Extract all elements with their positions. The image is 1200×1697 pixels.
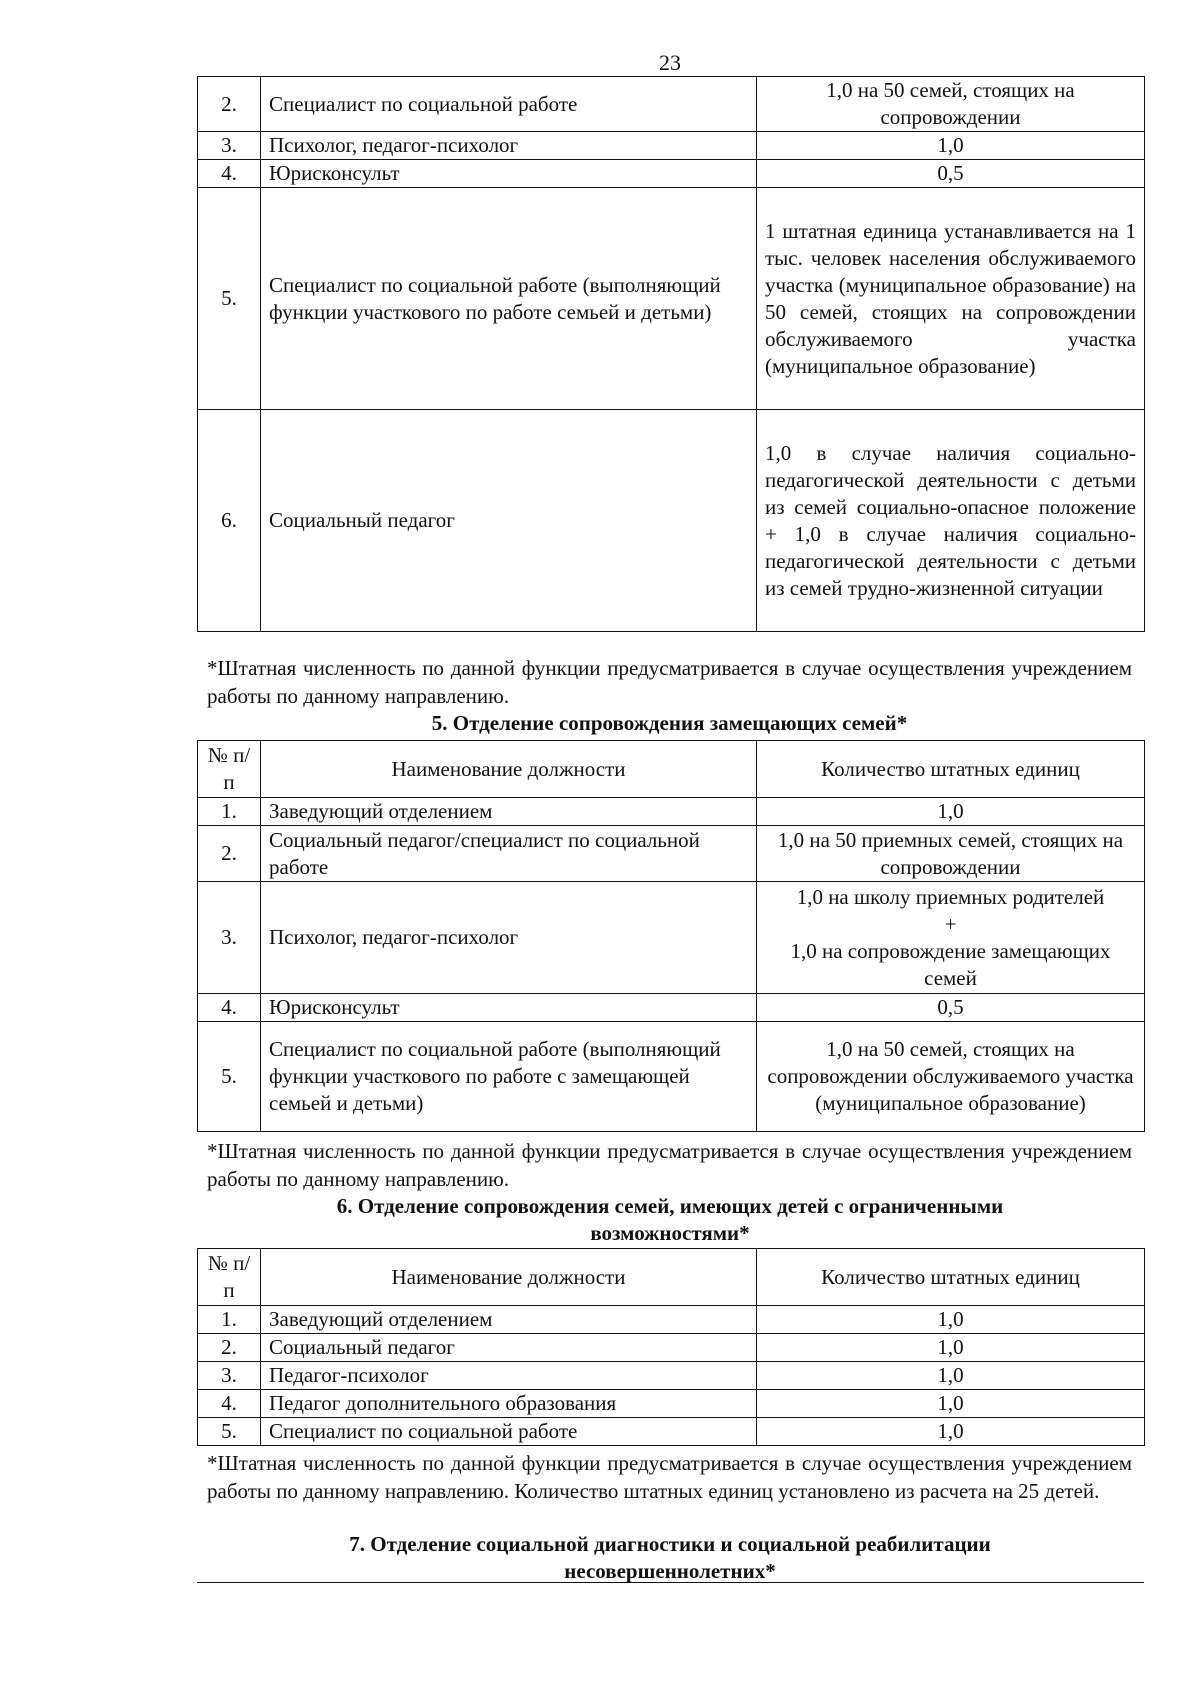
staff-table-continued — [197, 76, 1145, 632]
staff-quantity: 1,0 на 50 семей, стоящих на сопровождении — [757, 77, 1145, 132]
staff-quantity: 1,0 на 50 приемных семей, стоящих на сопровождении — [757, 826, 1145, 882]
table-row — [198, 77, 1145, 132]
staff-quantity: 1 штатная единица устанавливается на 1 тыс. человек населения обслуживаемого участка (муниципальное образование) на 50 семей, стоящих на сопровождении обслуживаемого участка (муниципальное образование) — [757, 188, 1145, 410]
row-number: 1. — [198, 798, 261, 826]
row-number: 6. — [198, 410, 261, 632]
table-header-row — [198, 1249, 1145, 1306]
table-row — [198, 132, 1145, 160]
staff-quantity: 0,5 — [757, 994, 1145, 1022]
staff-quantity: 0,5 — [757, 160, 1145, 188]
table-row — [198, 994, 1145, 1022]
position-name: Педагог-психолог — [261, 1362, 757, 1390]
header-number: № п/п — [198, 741, 261, 798]
staff-quantity: 1,0 — [757, 132, 1145, 160]
header-quantity: Количество штатных единиц — [757, 741, 1145, 798]
header-position: Наименование должности — [261, 741, 757, 798]
section-title: 6. Отделение сопровождения семей, имеющих детей с ограниченными возможностями* — [336, 1194, 1004, 1245]
table-row — [198, 410, 1145, 632]
position-name: Психолог, педагог-психолог — [261, 882, 757, 994]
table-row — [198, 1334, 1145, 1362]
table-row — [198, 1390, 1145, 1418]
staff-quantity: 1,0 в случае наличия социально-педагогической деятельности с детьми из семей социально-опасное положение + 1,0 в случае наличия социально-педагогической деятельности с детьми из семей трудно-жизненной ситуации — [757, 410, 1145, 632]
staff-quantity: 1,0 — [757, 1306, 1145, 1334]
position-name: Специалист по социальной работе (выполняющий функции участкового по работе с замещающей семьей и детьми) — [261, 1022, 757, 1132]
section-title: 7. Отделение социальной диагностики и социальной реабилитации несовершеннолетних* — [349, 1532, 991, 1583]
footnote: *Штатная численность по данной функции предусматривается в случае осуществления учреждением работы по данному направлению. — [207, 656, 1132, 708]
position-name: Заведующий отделением — [261, 798, 757, 826]
row-number: 5. — [198, 188, 261, 410]
row-number: 1. — [198, 1306, 261, 1334]
staff-table-section-6 — [197, 1248, 1145, 1446]
staff-quantity: 1,0 — [757, 1418, 1145, 1446]
position-name: Специалист по социальной работе (выполняющий функции участкового по работе семьей и детьми) — [261, 188, 757, 410]
header-quantity: Количество штатных единиц — [757, 1249, 1145, 1306]
table-row — [198, 188, 1145, 410]
table-row — [198, 1418, 1145, 1446]
footnote: *Штатная численность по данной функции предусматривается в случае осуществления учреждением работы по данному направлению. Количество штатных единиц установлено из расчета на 25 детей. — [207, 1451, 1132, 1503]
position-name: Социальный педагог — [261, 1334, 757, 1362]
position-name: Социальный педагог — [261, 410, 757, 632]
staff-quantity: 1,0 — [757, 1390, 1145, 1418]
table-row — [198, 882, 1145, 994]
staff-quantity: 1,0 на 50 семей, стоящих на сопровождении обслуживаемого участка (муниципальное образование) — [757, 1022, 1145, 1132]
position-name: Юрисконсульт — [261, 160, 757, 188]
staff-quantity: 1,0 — [757, 798, 1145, 826]
table-row — [198, 1306, 1145, 1334]
row-number: 2. — [198, 77, 261, 132]
header-position: Наименование должности — [261, 1249, 757, 1306]
section-title: 5. Отделение сопровождения замещающих семей* — [431, 711, 908, 735]
row-number: 4. — [198, 994, 261, 1022]
row-number: 5. — [198, 1418, 261, 1446]
staff-table-section-5 — [197, 740, 1145, 1132]
table-row — [198, 798, 1145, 826]
quantity-line: 1,0 на сопровождение замещающих семей — [790, 938, 1111, 990]
position-name: Специалист по социальной работе — [261, 77, 757, 132]
row-number: 5. — [198, 1022, 261, 1132]
row-number: 4. — [198, 160, 261, 188]
table-row — [198, 160, 1145, 188]
header-number: № п/п — [198, 1249, 261, 1306]
position-name: Психолог, педагог-психолог — [261, 132, 757, 160]
page-number: 23 — [659, 50, 681, 75]
position-name: Заведующий отделением — [261, 1306, 757, 1334]
staff-quantity: 1,0 — [757, 1334, 1145, 1362]
position-name: Юрисконсульт — [261, 994, 757, 1022]
row-number: 4. — [198, 1390, 261, 1418]
row-number: 3. — [198, 132, 261, 160]
footnote: *Штатная численность по данной функции предусматривается в случае осуществления учреждением работы по данному направлению. — [207, 1139, 1132, 1191]
position-name: Специалист по социальной работе — [261, 1418, 757, 1446]
position-name: Социальный педагог/специалист по социальной работе — [261, 826, 757, 882]
bottom-rule — [197, 1582, 1144, 1583]
table-row — [198, 826, 1145, 882]
table-row — [198, 1362, 1145, 1390]
quantity-line: + — [944, 911, 957, 936]
row-number: 3. — [198, 882, 261, 994]
row-number: 2. — [198, 1334, 261, 1362]
staff-quantity: 1,0 — [757, 1362, 1145, 1390]
quantity-line: 1,0 на школу приемных родителей — [796, 884, 1105, 909]
row-number: 3. — [198, 1362, 261, 1390]
staff-quantity — [757, 882, 1145, 994]
table-header-row — [198, 741, 1145, 798]
row-number: 2. — [198, 826, 261, 882]
position-name: Педагог дополнительного образования — [261, 1390, 757, 1418]
table-row — [198, 1022, 1145, 1132]
